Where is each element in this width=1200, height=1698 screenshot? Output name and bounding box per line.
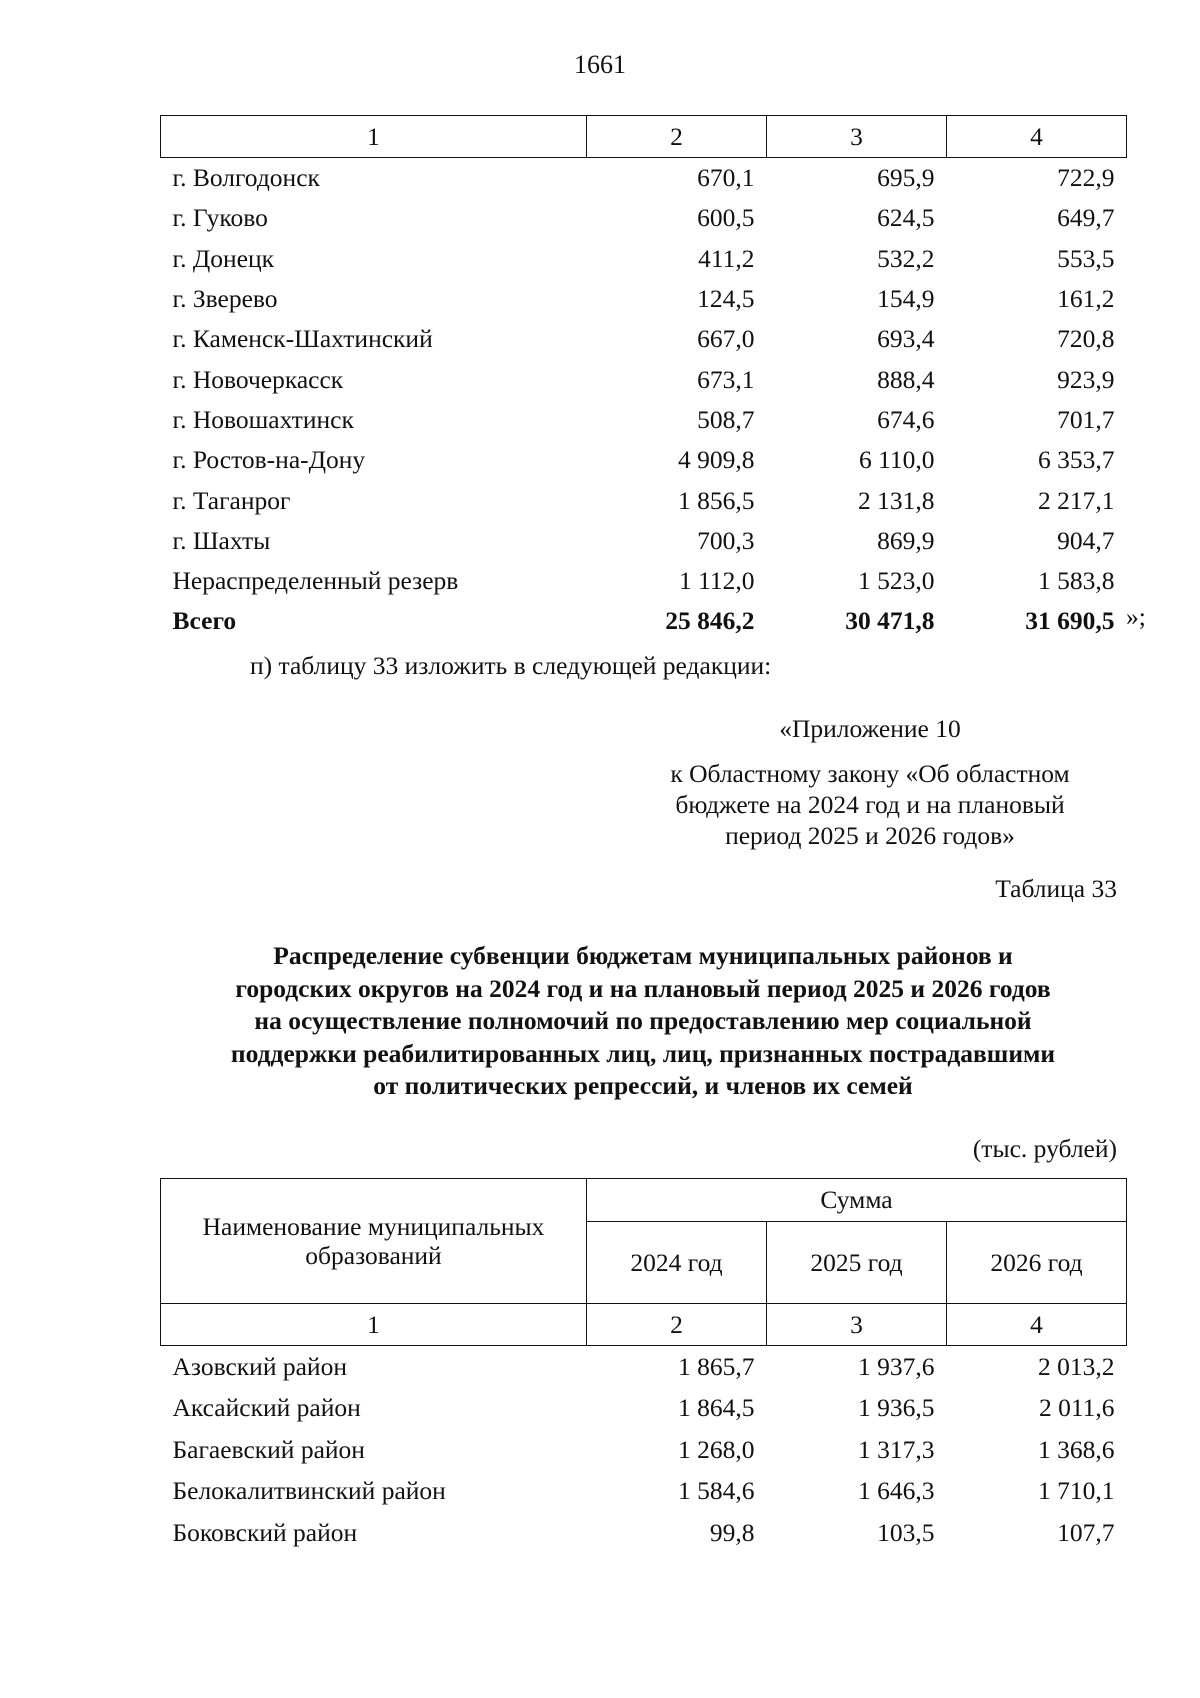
column-number: 3 — [767, 116, 947, 158]
total-2026: 31 690,5 — [1025, 606, 1115, 636]
header-row — [161, 1179, 1127, 1222]
value-2024: 673,1 — [697, 364, 755, 394]
value-2024: 700,3 — [697, 525, 755, 555]
appendix-reference-line: период 2025 и 2026 годов» — [725, 821, 1015, 850]
header-text-line: образований — [305, 1241, 442, 1270]
table-heading — [160, 940, 1126, 1103]
column-number: 2 — [587, 116, 767, 158]
table-row — [161, 1346, 1127, 1388]
column-number: 4 — [947, 116, 1127, 158]
table-row — [161, 239, 1127, 279]
value-2024: 1 268,0 — [678, 1434, 755, 1464]
column-number: 1 — [161, 1304, 587, 1346]
header-text-line: Наименование муниципальных — [202, 1212, 545, 1241]
table-row — [161, 1429, 1127, 1471]
value-2026: 720,8 — [1057, 324, 1115, 354]
table-continuation — [160, 115, 1127, 642]
value-2024: 1 856,5 — [678, 485, 755, 515]
table-row — [161, 1471, 1127, 1513]
page-number: 1661 — [574, 50, 626, 79]
municipality-name: Аксайский район — [172, 1393, 361, 1423]
heading-line: Распределение субвенции бюджетам муниципальных районов и — [273, 941, 1013, 970]
municipality-name: г. Новочеркасск — [172, 364, 344, 394]
heading-line: городских округов на 2024 год и на плановый период 2025 и 2026 годов — [235, 973, 1051, 1003]
municipality-name: Багаевский район — [172, 1434, 365, 1464]
year-column-header: 2025 год — [767, 1222, 947, 1304]
column-number-row — [161, 1304, 1127, 1346]
municipality-name: г. Таганрог — [172, 485, 291, 515]
value-2026: 1 368,6 — [1038, 1434, 1115, 1464]
amendment-instruction: п) таблицу 33 изложить в следующей редакции: — [250, 651, 772, 680]
table-row — [161, 480, 1127, 520]
value-2024: 1 864,5 — [678, 1393, 755, 1423]
appendix-reference — [620, 758, 1120, 851]
sum-column-header: Сумма — [587, 1179, 1127, 1222]
closing-quote-mark: »; — [1126, 602, 1146, 631]
appendix-reference-line: бюджете на 2024 год и на плановый — [675, 790, 1065, 819]
column-number: 3 — [767, 1304, 947, 1346]
value-2026: 923,9 — [1057, 364, 1115, 394]
value-2026: 161,2 — [1057, 284, 1115, 314]
municipality-name: Белокалитвинский район — [172, 1476, 446, 1506]
heading-line: поддержки реабилитированных лиц, лиц, признанных пострадавшими — [230, 1038, 1056, 1068]
value-2024: 124,5 — [697, 284, 755, 314]
table-number: Таблица 33 — [995, 874, 1117, 903]
value-2024: 99,8 — [709, 1517, 755, 1547]
value-2025: 532,2 — [877, 243, 935, 273]
value-2024: 411,2 — [698, 243, 755, 273]
table-row — [161, 158, 1127, 199]
value-2025: 1 646,3 — [858, 1476, 935, 1506]
total-2024: 25 846,2 — [665, 606, 755, 636]
municipality-name: Нераспределенный резерв — [172, 566, 459, 596]
value-2024: 1 584,6 — [678, 1476, 755, 1506]
value-2026: 2 217,1 — [1038, 485, 1115, 515]
value-2026: 2 013,2 — [1038, 1351, 1115, 1381]
heading-line: от политических репрессий, и членов их семей — [373, 1071, 913, 1100]
value-2026: 1 710,1 — [1038, 1476, 1115, 1506]
value-2025: 1 937,6 — [858, 1351, 935, 1381]
value-2025: 695,9 — [877, 163, 935, 193]
municipality-name: г. Новошахтинск — [172, 404, 354, 434]
table-row — [161, 440, 1127, 480]
column-number: 2 — [587, 1304, 767, 1346]
value-2025: 1 936,5 — [858, 1393, 935, 1423]
year-column-header: 2024 год — [587, 1222, 767, 1304]
column-number-row — [161, 116, 1127, 158]
municipality-name: г. Каменск-Шахтинский — [172, 324, 433, 354]
total-label: Всего — [172, 606, 237, 636]
value-2024: 1 112,0 — [678, 566, 755, 596]
value-2026: 649,7 — [1057, 203, 1115, 233]
table-row — [161, 198, 1127, 238]
table-row — [161, 1388, 1127, 1430]
value-2025: 2 131,8 — [858, 485, 935, 515]
municipality-name: г. Донецк — [172, 243, 274, 273]
municipality-name: г. Шахты — [172, 525, 271, 555]
table-row — [161, 561, 1127, 601]
municipality-name: Боковский район — [172, 1517, 358, 1547]
value-2026: 722,9 — [1057, 163, 1115, 193]
value-2024: 670,1 — [697, 163, 755, 193]
column-number: 1 — [161, 116, 587, 158]
value-2024: 508,7 — [697, 404, 755, 434]
appendix-reference-line: к Областному закону «Об областном — [670, 759, 1070, 788]
municipality-name: Азовский район — [172, 1351, 347, 1381]
municipality-name: г. Ростов-на-Дону — [172, 445, 366, 475]
table-row — [161, 279, 1127, 319]
value-2024: 667,0 — [697, 324, 755, 354]
table-row — [161, 521, 1127, 561]
municipality-column-header — [161, 1179, 587, 1304]
total-row — [161, 601, 1127, 641]
year-column-header: 2026 год — [947, 1222, 1127, 1304]
value-2025: 869,9 — [877, 525, 935, 555]
value-2026: 1 583,8 — [1038, 566, 1115, 596]
table-row — [161, 359, 1127, 399]
heading-line: на осуществление полномочий по предоставлению мер социальной — [254, 1006, 1032, 1035]
unit-label: (тыс. рублей) — [972, 1134, 1117, 1163]
value-2024: 600,5 — [697, 203, 755, 233]
municipality-name: г. Зверево — [172, 284, 278, 314]
table-row — [161, 319, 1127, 359]
value-2025: 103,5 — [877, 1517, 935, 1547]
value-2025: 693,4 — [877, 324, 935, 354]
total-2025: 30 471,8 — [845, 606, 935, 636]
value-2025: 1 523,0 — [858, 566, 935, 596]
value-2026: 2 011,6 — [1038, 1393, 1115, 1423]
column-number: 4 — [947, 1304, 1127, 1346]
value-2025: 154,9 — [877, 284, 935, 314]
value-2024: 4 909,8 — [678, 445, 755, 475]
value-2024: 1 865,7 — [678, 1351, 755, 1381]
value-2025: 888,4 — [877, 364, 935, 394]
municipality-name: г. Гуково — [172, 203, 268, 233]
value-2025: 1 317,3 — [858, 1434, 935, 1464]
subvention-table — [160, 1178, 1127, 1554]
value-2025: 674,6 — [877, 404, 935, 434]
value-2025: 624,5 — [877, 203, 935, 233]
value-2026: 904,7 — [1057, 525, 1115, 555]
appendix-title: «Приложение 10 — [779, 714, 961, 743]
table-row — [161, 400, 1127, 440]
table-row — [161, 1512, 1127, 1554]
value-2026: 701,7 — [1057, 404, 1115, 434]
municipality-name: г. Волгодонск — [172, 163, 320, 193]
value-2026: 107,7 — [1057, 1517, 1115, 1547]
value-2026: 6 353,7 — [1038, 445, 1115, 475]
value-2025: 6 110,0 — [858, 445, 935, 475]
value-2026: 553,5 — [1057, 243, 1115, 273]
